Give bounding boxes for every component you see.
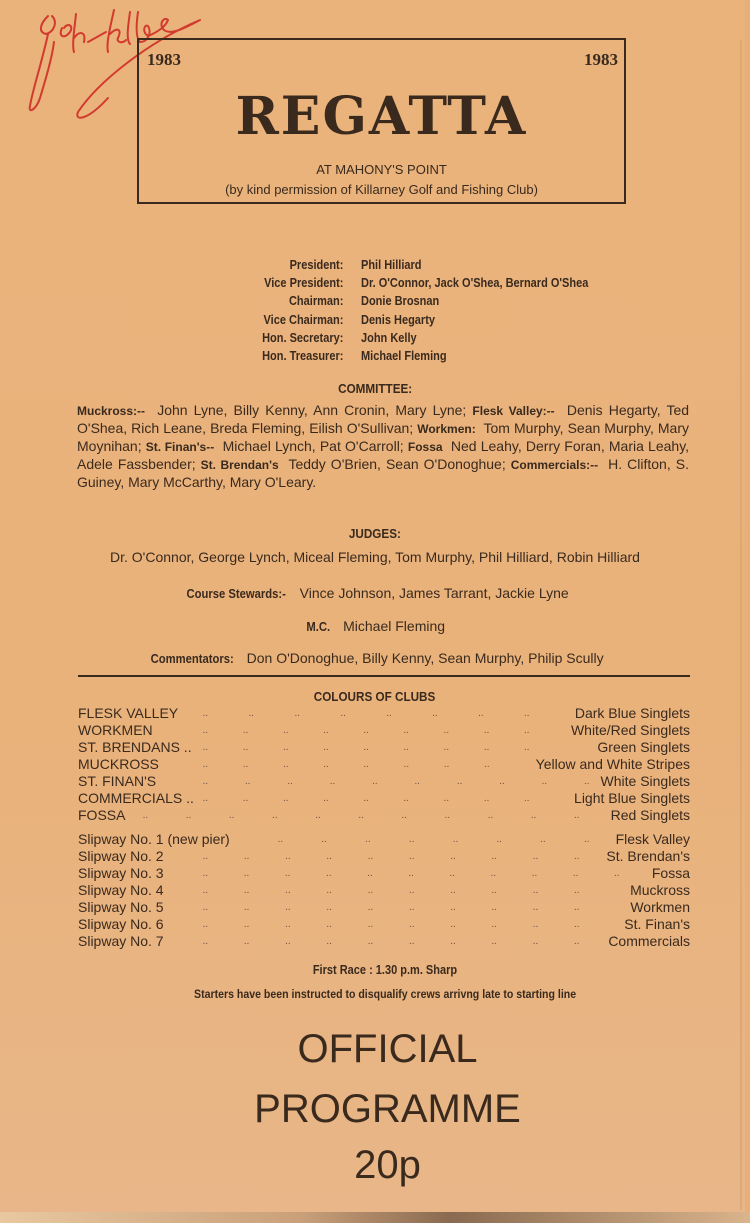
club-colour: Dark Blue Singlets <box>574 705 690 721</box>
officer-name: Denis Hegarty <box>361 312 435 327</box>
mc-name: Michael Fleming <box>343 618 446 634</box>
dot-leader: .. .. .. .. .. .. .. .. .. .. .. <box>203 868 620 879</box>
course-stewards-label: Course Stewards:- <box>186 587 287 601</box>
slipway-row <box>78 831 690 848</box>
course-stewards <box>0 585 750 601</box>
committee-members: Ned Leahy, Derry Foran, Maria Leahy, Adele Fassbender; <box>77 438 690 472</box>
officer-row <box>200 256 700 274</box>
officer-role: Vice Chairman: <box>263 312 344 327</box>
club-colour: Light Blue Singlets <box>574 790 690 806</box>
officer-row <box>200 311 700 329</box>
club-colour: White Singlets <box>600 773 690 789</box>
slipway-club: St. Brendan's <box>606 848 690 864</box>
slipway-row <box>78 916 690 933</box>
committee-members: John Lyne, Billy Kenny, Ann Cronin, Mary Lyne; <box>157 402 467 418</box>
club-name: ST. FINAN'S <box>78 773 157 789</box>
dot-leader: .. .. .. .. .. .. .. .. .. <box>203 793 530 804</box>
officer-name: John Kelly <box>361 330 417 345</box>
officer-name: Michael Fleming <box>361 349 447 364</box>
commentators-names: Don O'Donoghue, Billy Kenny, Sean Murphy, Philip Scully <box>246 650 604 666</box>
officer-role: Hon. Treasurer: <box>262 349 344 364</box>
judges-names: Dr. O'Connor, George Lynch, Miceal Fleming, Tom Murphy, Phil Hilliard, Robin Hilliard <box>110 549 640 565</box>
officer-role: Hon. Secretary: <box>262 330 344 345</box>
officer-role: Vice President: <box>264 276 344 291</box>
committee-club: St. Brendan's <box>200 458 279 472</box>
officer-row <box>200 329 700 347</box>
slipway-club: Flesk Valley <box>615 831 690 847</box>
officer-name: Dr. O'Connor, Jack O'Shea, Bernard O'Shea <box>361 276 589 291</box>
divider <box>78 675 690 677</box>
slipway-club: Commercials <box>608 933 690 949</box>
committee-members: Denis Hegarty, Ted O'Shea, Rich Leane, Breda Fleming, Eilish O'Sullivan; <box>77 402 690 436</box>
officer-role: President: <box>289 258 344 273</box>
officer-row <box>200 292 700 310</box>
slipway-name: Slipway No. 3 <box>78 865 164 881</box>
committee-club: Flesk Valley:-- <box>472 404 555 418</box>
club-colour-row <box>78 722 690 739</box>
mc <box>0 618 750 634</box>
official-label: OFFICIAL <box>297 1027 478 1071</box>
colours-heading-text: COLOURS OF CLUBS <box>314 689 436 704</box>
club-name: ST. BRENDANS .. <box>78 739 192 755</box>
dot-leader: .. .. .. .. .. .. .. .. <box>278 834 590 845</box>
club-name: MUCKROSS <box>78 756 159 772</box>
dot-leader: .. .. .. .. .. .. .. .. .. <box>203 742 530 753</box>
club-colour: Red Singlets <box>610 807 690 823</box>
committee-members: Teddy O'Brien, Sean O'Donoghue; <box>288 456 506 472</box>
club-colour-row <box>78 705 690 722</box>
committee-club: Commercials:-- <box>510 458 599 472</box>
dot-leader: .. .. .. .. .. .. .. .. .. .. <box>203 851 580 862</box>
committee-club: St. Finan's-- <box>145 440 215 454</box>
programme-label: PROGRAMME <box>254 1087 521 1131</box>
officer-row <box>200 274 700 292</box>
dot-leader: .. .. .. .. .. .. .. .. .. .. .. <box>143 810 580 821</box>
committee-members: Michael Lynch, Pat O'Carroll; <box>222 438 404 454</box>
club-colour: White/Red Singlets <box>570 722 690 738</box>
starters-notice <box>0 987 750 1001</box>
slipway-name: Slipway No. 5 <box>78 899 164 915</box>
venue: AT MAHONY'S POINT <box>316 162 447 177</box>
club-colour-row <box>78 807 690 824</box>
officer-name: Phil Hilliard <box>361 258 422 273</box>
slipway-row <box>78 933 690 950</box>
year-left: 1983 <box>147 50 181 69</box>
club-name: FLESK VALLEY <box>78 705 179 721</box>
slipway-club: Workmen <box>630 899 690 915</box>
mc-label: M.C. <box>306 620 331 634</box>
price: 20p <box>354 1143 421 1187</box>
slipway-name: Slipway No. 6 <box>78 916 164 932</box>
committee-heading-text: COMMITTEE: <box>337 381 413 396</box>
title-box <box>137 38 626 204</box>
dot-leader: .. .. .. .. .. .. .. .. .. .. <box>203 919 580 930</box>
dot-leader: .. .. .. .. .. .. .. .. .. .. <box>203 936 580 947</box>
slipway-name: Slipway No. 7 <box>78 933 164 949</box>
slipway-name: Slipway No. 1 (new pier) <box>78 831 230 847</box>
first-race-notice <box>0 963 750 977</box>
committee-list <box>77 402 689 491</box>
background-surface <box>0 1212 750 1223</box>
officer-role: Chairman: <box>288 294 344 309</box>
starters-text: Starters have been instructed to disqualify crews arrivng late to starting line <box>193 987 577 1001</box>
year-right: 1983 <box>584 50 618 69</box>
club-name: FOSSA <box>78 807 126 823</box>
dot-leader: .. .. .. .. .. .. .. .. <box>203 708 530 719</box>
dot-leader: .. .. .. .. .. .. .. .. <box>203 759 490 770</box>
dot-leader: .. .. .. .. .. .. .. .. .. .. <box>203 776 590 787</box>
slipway-row <box>78 882 690 899</box>
slipway-club: Muckross <box>630 882 690 898</box>
club-colour-row <box>78 739 690 756</box>
dot-leader: .. .. .. .. .. .. .. .. .. .. <box>203 885 580 896</box>
slipway-club: Fossa <box>651 865 690 881</box>
slipway-row <box>78 848 690 865</box>
club-colour: Green Singlets <box>597 739 690 755</box>
club-colour-row <box>78 773 690 790</box>
club-colour: Yellow and White Stripes <box>535 756 690 772</box>
officer-name: Donie Brosnan <box>361 294 440 309</box>
permission-note: (by kind permission of Killarney Golf and Fishing Club) <box>225 182 538 197</box>
dot-leader: .. .. .. .. .. .. .. .. .. <box>203 725 530 736</box>
first-race-text: First Race : 1.30 p.m. Sharp <box>312 963 458 977</box>
committee-heading <box>0 381 750 396</box>
officer-row <box>200 347 700 365</box>
slipway-name: Slipway No. 4 <box>78 882 164 898</box>
committee-club: Fossa <box>407 440 443 454</box>
club-colour-row <box>78 756 690 773</box>
committee-club: Muckross:-- <box>77 404 146 418</box>
committee-club: Workmen: <box>417 422 476 436</box>
dot-leader: .. .. .. .. .. .. .. .. .. .. <box>203 902 580 913</box>
officers-list <box>200 256 700 365</box>
slipway-club: St. Finan's <box>624 916 690 932</box>
club-colour-row <box>78 790 690 807</box>
slipway-row <box>78 865 690 882</box>
commentators-label: Commentators: <box>150 652 235 666</box>
commentators <box>0 650 750 666</box>
committee-members: H. Clifton, S. Guiney, Mary McCarthy, Mary O'Leary. <box>77 456 689 490</box>
slipway-row <box>78 899 690 916</box>
club-name: COMMERCIALS .. <box>78 790 194 806</box>
colours-heading <box>0 689 750 704</box>
event-title: REGATTA <box>235 86 528 147</box>
judges-heading-text: JUDGES: <box>348 526 402 541</box>
slipway-table <box>78 831 690 950</box>
club-colours-table <box>78 705 690 824</box>
judges-heading <box>0 526 750 541</box>
slipway-name: Slipway No. 2 <box>78 848 164 864</box>
committee-members: Tom Murphy, Sean Murphy, Mary Moynihan; <box>77 420 689 454</box>
club-name: WORKMEN <box>78 722 153 738</box>
course-stewards-names: Vince Johnson, James Tarrant, Jackie Lyne <box>299 585 569 601</box>
